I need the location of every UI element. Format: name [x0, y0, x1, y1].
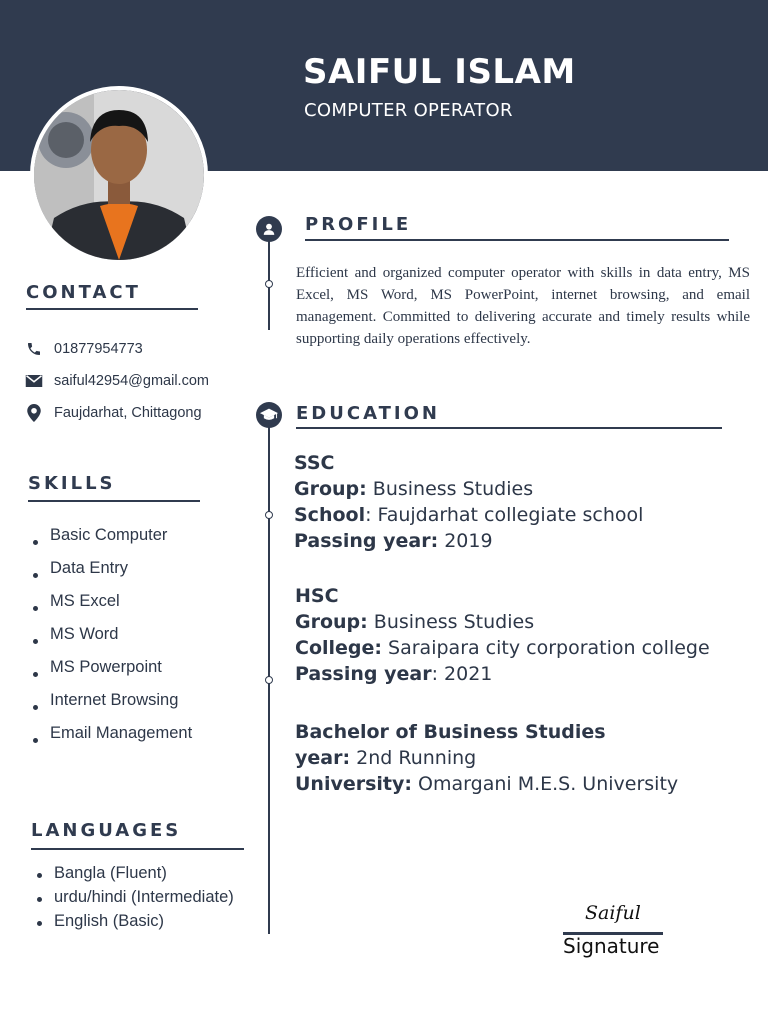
education-bachelor	[295, 719, 678, 797]
email-address[interactable]: saiful42954@gmail.com	[54, 373, 209, 389]
phone-number[interactable]: 01877954773	[54, 341, 143, 357]
education-heading: EDUCATION	[296, 403, 440, 424]
location-text: Faujdarhat, Chittagong	[54, 405, 202, 421]
profile-photo	[30, 86, 208, 264]
degree-title: Bachelor of Business Studies	[295, 721, 606, 743]
contact-phone	[24, 340, 143, 358]
person-portrait-icon	[34, 90, 204, 260]
timeline-dot	[265, 676, 273, 684]
skill-item: MS Powerpoint	[30, 658, 192, 691]
contact-heading: CONTACT	[26, 282, 141, 303]
languages-heading: LANGUAGES	[31, 820, 182, 841]
degree-title: SSC	[294, 452, 335, 474]
language-item: English (Basic)	[34, 912, 234, 936]
degree-title: HSC	[295, 585, 339, 607]
skill-item: Data Entry	[30, 559, 192, 592]
location-pin-icon	[24, 404, 44, 422]
signature-label: Signature	[563, 934, 660, 958]
bachelor-year: year: 2nd Running	[295, 747, 477, 769]
skills-divider	[28, 500, 200, 502]
profile-heading: PROFILE	[305, 214, 412, 235]
contact-divider	[26, 308, 198, 310]
email-icon	[24, 372, 44, 390]
language-item: urdu/hindi (Intermediate)	[34, 888, 234, 912]
education-divider	[296, 427, 722, 429]
hsc-group: Group: Business Studies	[295, 611, 535, 633]
profile-summary: Efficient and organized computer operator with skills in data entry, MS Excel, MS Word, MS PowerPoint, internet browsing, and email management. Committed to delivering accurate and timely results while supporting daily operations effectively.	[296, 265, 750, 347]
skill-item: MS Word	[30, 625, 192, 658]
user-icon	[256, 216, 282, 242]
ssc-group: Group: Business Studies	[294, 478, 534, 500]
skills-heading: SKILLS	[28, 473, 116, 494]
hsc-college: College: Saraipara city corporation college	[295, 637, 710, 659]
graduation-cap-icon	[256, 402, 282, 428]
languages-list	[34, 864, 234, 936]
contact-email	[24, 372, 209, 390]
ssc-school: School: Faujdarhat collegiate school	[294, 504, 644, 526]
profile-divider	[305, 239, 729, 241]
skill-item: MS Excel	[30, 592, 192, 625]
ssc-year: Passing year: 2019	[294, 530, 493, 552]
skills-list	[30, 526, 192, 757]
contact-location	[24, 404, 202, 422]
candidate-name: SAIFUL ISLAM	[303, 52, 576, 92]
phone-icon	[24, 340, 44, 358]
education-ssc	[294, 450, 643, 554]
skill-item: Email Management	[30, 724, 192, 757]
handwritten-signature: Saiful	[585, 902, 641, 924]
job-title: COMPUTER OPERATOR	[304, 100, 513, 121]
education-hsc	[295, 583, 710, 687]
language-item: Bangla (Fluent)	[34, 864, 234, 888]
timeline-dot	[265, 511, 273, 519]
timeline-dot	[265, 280, 273, 288]
skill-item: Internet Browsing	[30, 691, 192, 724]
skill-item: Basic Computer	[30, 526, 192, 559]
hsc-year: Passing year: 2021	[295, 663, 493, 685]
bachelor-university: University: Omargani M.E.S. University	[295, 773, 679, 795]
languages-divider	[31, 848, 244, 850]
